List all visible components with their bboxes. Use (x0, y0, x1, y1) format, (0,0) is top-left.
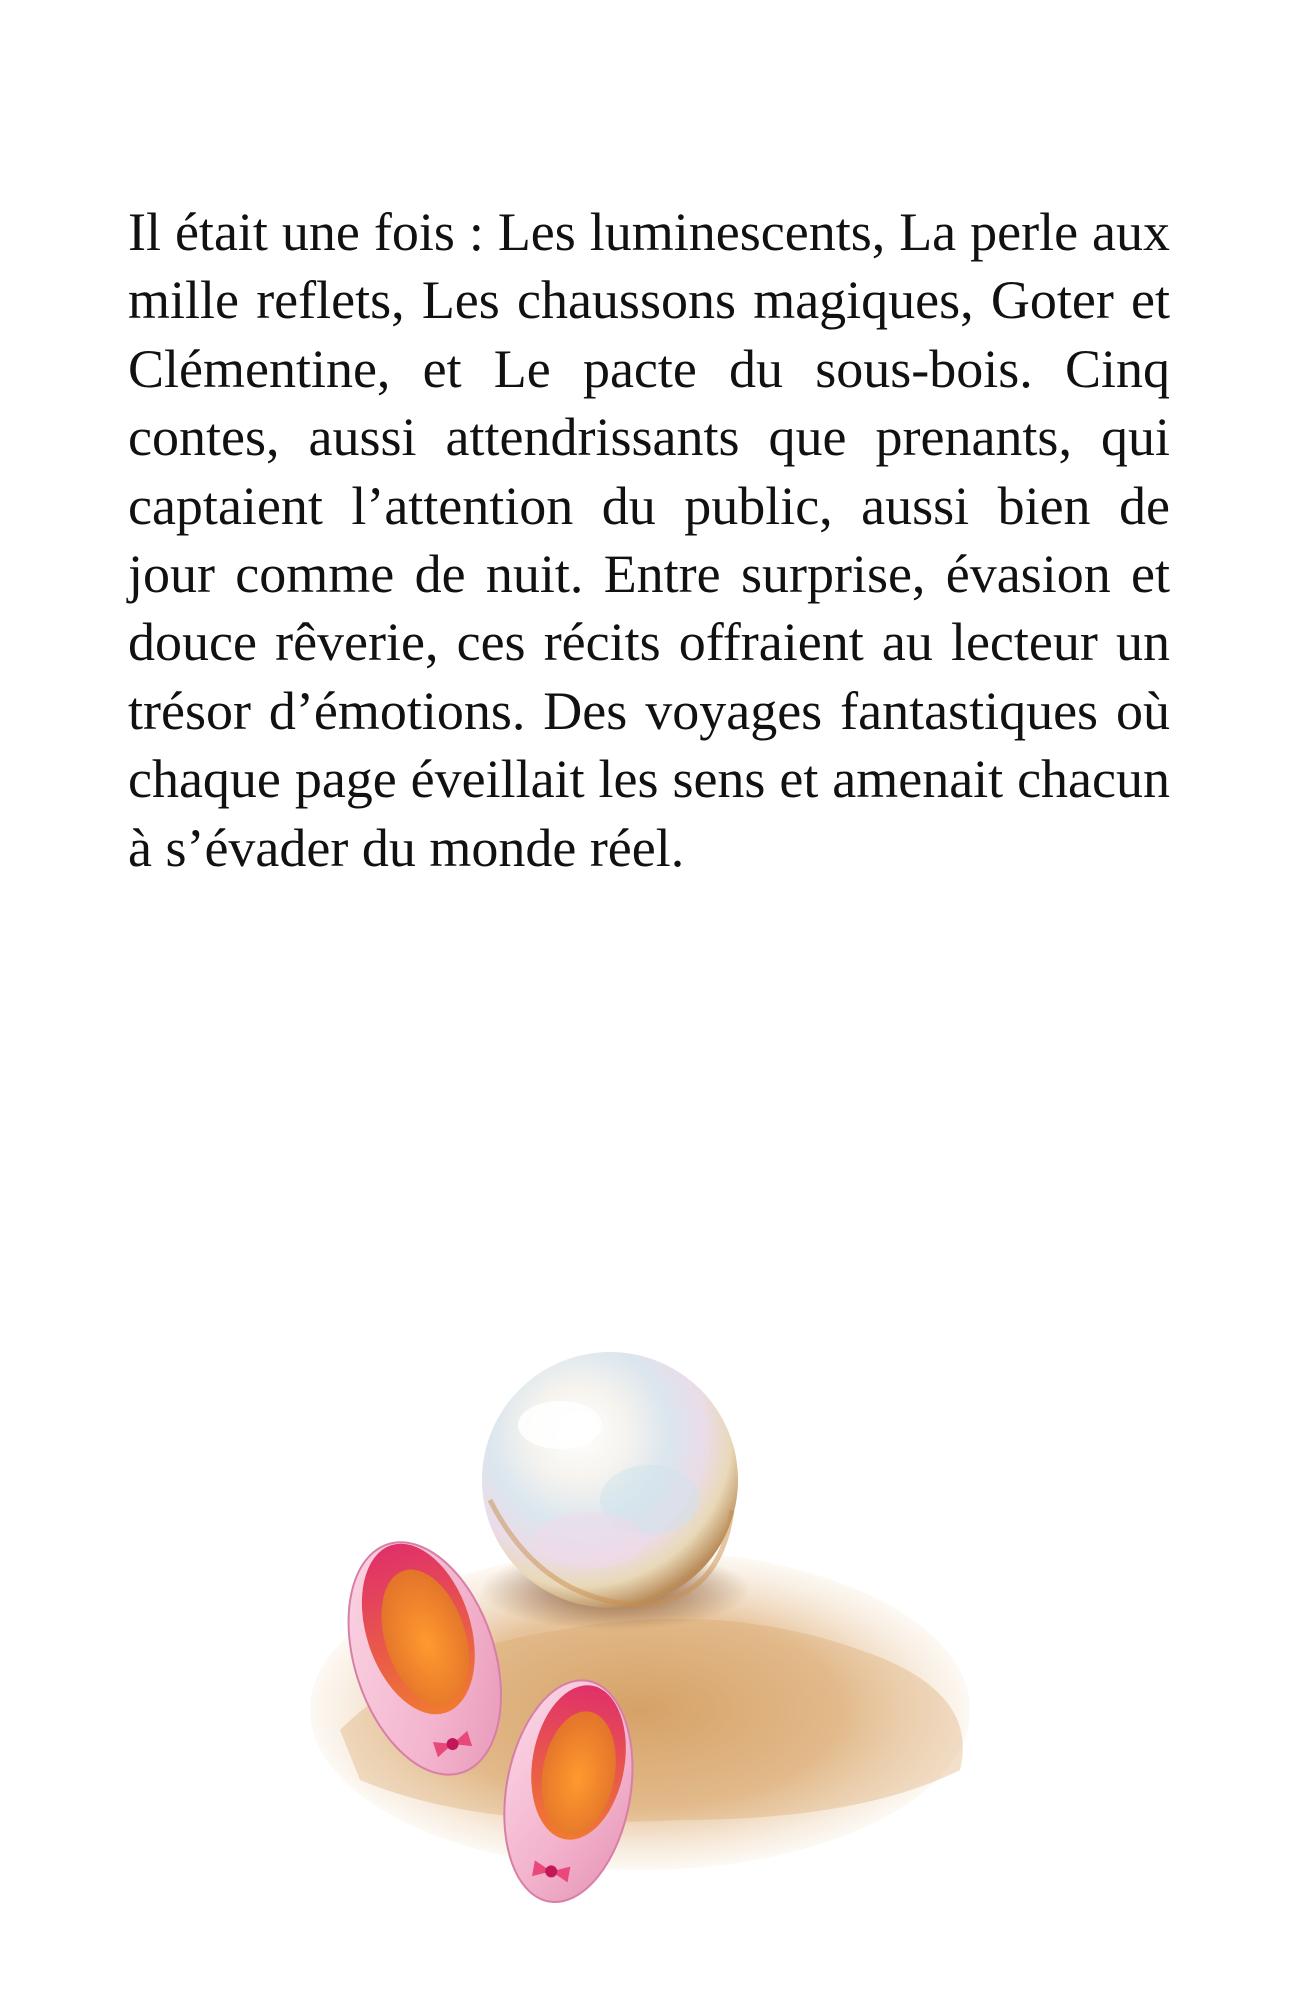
pearl (482, 1352, 738, 1608)
story-paragraph: Il était une fois : Les luminescents, La perle aux mille reflets, Les chaussons magiques, Goter et Clémentine, et Le pacte du sous-bois. Cinq contes, aussi attendrissants que prenants, qui captaient l’attention du public, aussi bien de jour comme de nuit. Entre surprise, évasion et douce rêverie, ces récits offraient au lecteur un trésor d’émotions. Des voyages fantastiques où chaque page éveillait les sens et amenait chacun à s’évader du monde réel. (128, 202, 1170, 878)
pearl-and-slippers-illustration (300, 1350, 1000, 1920)
